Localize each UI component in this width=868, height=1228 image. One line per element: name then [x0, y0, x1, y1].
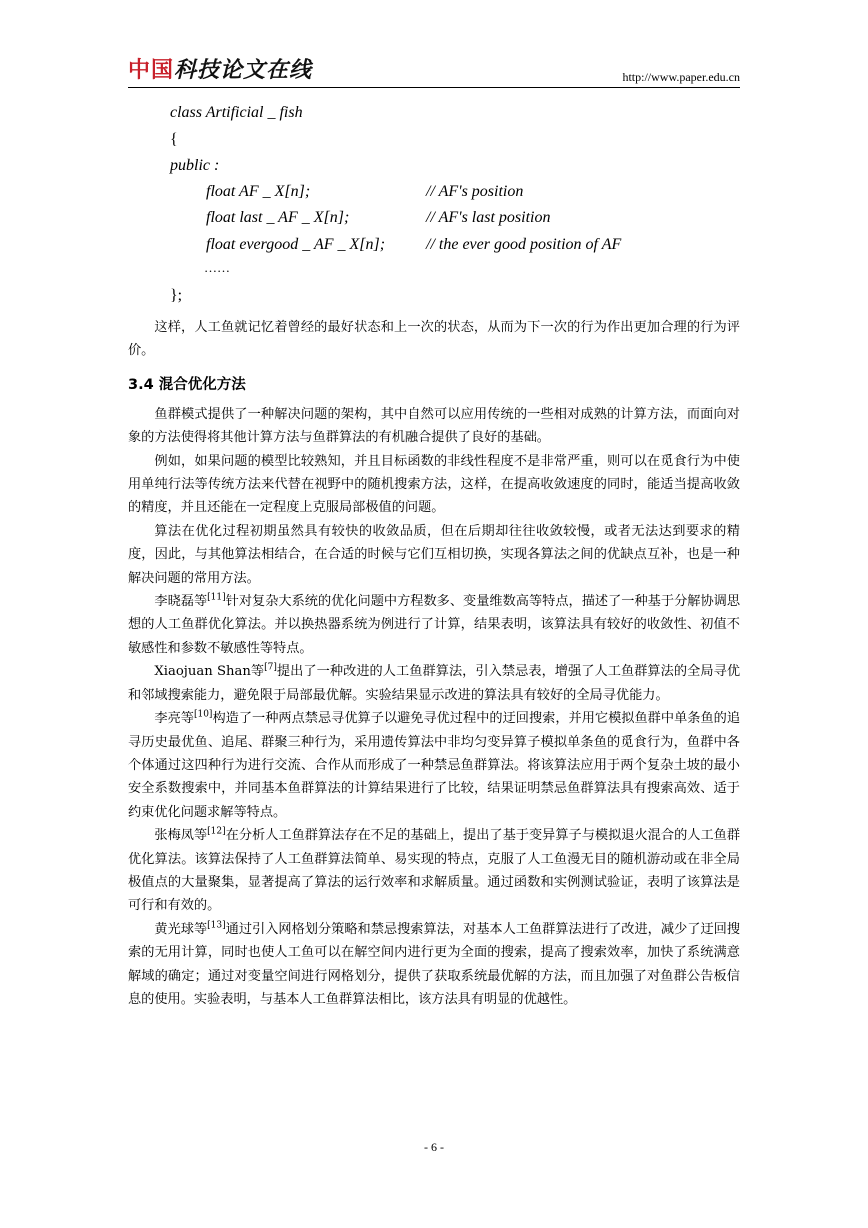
citation: [10] [193, 709, 213, 720]
paragraph: 李晓磊等[11]针对复杂大系统的优化问题中方程数多、变量维数高等特点，描述了一种基于分解协调思想的人工鱼群优化算法。并以换热器系统为例进行了计算，结果表明，该算法具有较好的收敛性、初值不敏感性和参数不敏感性等特点。 [128, 592, 741, 656]
code-class-declaration: class Artificial _ fish [170, 104, 303, 121]
header-url: http://www.paper.edu.cn [622, 70, 740, 84]
code-ellipsis: …… [204, 260, 230, 275]
logo-red-text: 中国 [128, 58, 175, 83]
logo-black-text: 科技论文在线 [174, 58, 313, 83]
code-field-comment: // the ever good position of AF [426, 236, 622, 253]
section-heading: 3.4 混合优化方法 [128, 376, 246, 393]
logo [128, 58, 312, 84]
paragraph: 鱼群模式提供了一种解决问题的架构，其中自然可以应用传统的一些相对成熟的计算方法，而面向对象的方法使得将其他计算方法与鱼群算法的有机融合提供了良好的基础。 [128, 406, 740, 446]
paragraph: 这样，人工鱼就记忆着曾经的最好状态和上一次的状态，从而为下一次的行为作出更加合理的行为评价。 [128, 320, 740, 359]
code-open-brace: { [170, 131, 178, 148]
body-text [128, 316, 740, 1011]
citation: [12] [207, 826, 226, 837]
code-field-decl: float evergood _ AF _ X[n]; [206, 236, 386, 253]
page-number: - 6 - [424, 1140, 444, 1154]
paragraph: 张梅凤等[12]在分析人工鱼群算法存在不足的基础上，提出了基于变异算子与模拟退火混合的人工鱼群优化算法。该算法保持了人工鱼群算法简单、易实现的特点，克服了人工鱼漫无目的随机游动或在非全局极值点的大量聚集，显著提高了算法的运行效率和求解质量。通过函数和实例测试验证，表明了该算法是可行和有效的。 [128, 826, 741, 914]
paragraph: 例如，如果问题的模型比较熟知，并且目标函数的非线性程度不是非常严重，则可以在觅食行为中使用单纯行法等传统方法来代替在视野中的随机搜索方法，这样，在提高收敛速度的同时，能适当提高收敛的精度，并且还能在一定程度上克服局部极值的问题。 [128, 453, 740, 516]
code-field-comment: // AF's last position [426, 209, 551, 226]
code-public-keyword: public : [170, 157, 220, 174]
code-field-decl: float AF _ X[n]; [206, 183, 311, 200]
paragraph: Xiaojuan Shan等[7]提出了一种改进的人工鱼群算法，引入禁忌表，增强了人工鱼群算法的全局寻优和邻域搜索能力，避免限于局部最优解。实验结果显示改进的算法具有较好的全局寻优能力。 [128, 662, 741, 703]
code-close-brace: }; [170, 287, 183, 304]
header-rule [128, 87, 740, 88]
code-field-decl: float last _ AF _ X[n]; [206, 209, 350, 226]
paragraph: 黄光球等[13]通过引入网格划分策略和禁忌搜索算法，对基本人工鱼群算法进行了改进，减少了迂回搜索的无用计算，同时也使人工鱼可以在解空间内进行更为全面的搜索，提高了搜索效率，加快了系统满意解域的确定；通过对变量空间进行网格划分，提供了获取系统最优解的方法，而且加强了对鱼群公告板信息的使用。实验表明，与基本人工鱼群算法相比，该方法具有明显的优越性。 [128, 920, 741, 1007]
paragraph: 李亮等[10]构造了一种两点禁忌寻优算子以避免寻优过程中的迂回搜索，并用它模拟鱼群中单条鱼的追寻历史最优鱼、追尾、群聚三种行为，采用遗传算法中非均匀变异算子模拟单条鱼的觅食行为，鱼群中各个体通过这四种行为进行交流、合作从而形成了一种禁忌鱼群算法。将该算法应用于两个复杂土坡的最小安全系数搜索中，并同基本鱼群算法的计算结果进行了比较，结果证明禁忌鱼群算法具有搜索高效、适于约束优化问题求解等特点。 [128, 709, 741, 820]
citation: [13] [207, 920, 226, 931]
citation: [7] [264, 662, 277, 673]
citation: [11] [207, 592, 226, 603]
paragraph: 算法在优化过程初期虽然具有较快的收敛品质，但在后期却往往收敛较慢，或者无法达到要求的精度，因此，与其他算法相结合，在合适的时候与它们互相切换，实现各算法之间的优缺点互补，也是一种解决问题的常用方法。 [128, 523, 740, 586]
code-field-comment: // AF's position [426, 183, 524, 200]
page-header [128, 58, 740, 88]
